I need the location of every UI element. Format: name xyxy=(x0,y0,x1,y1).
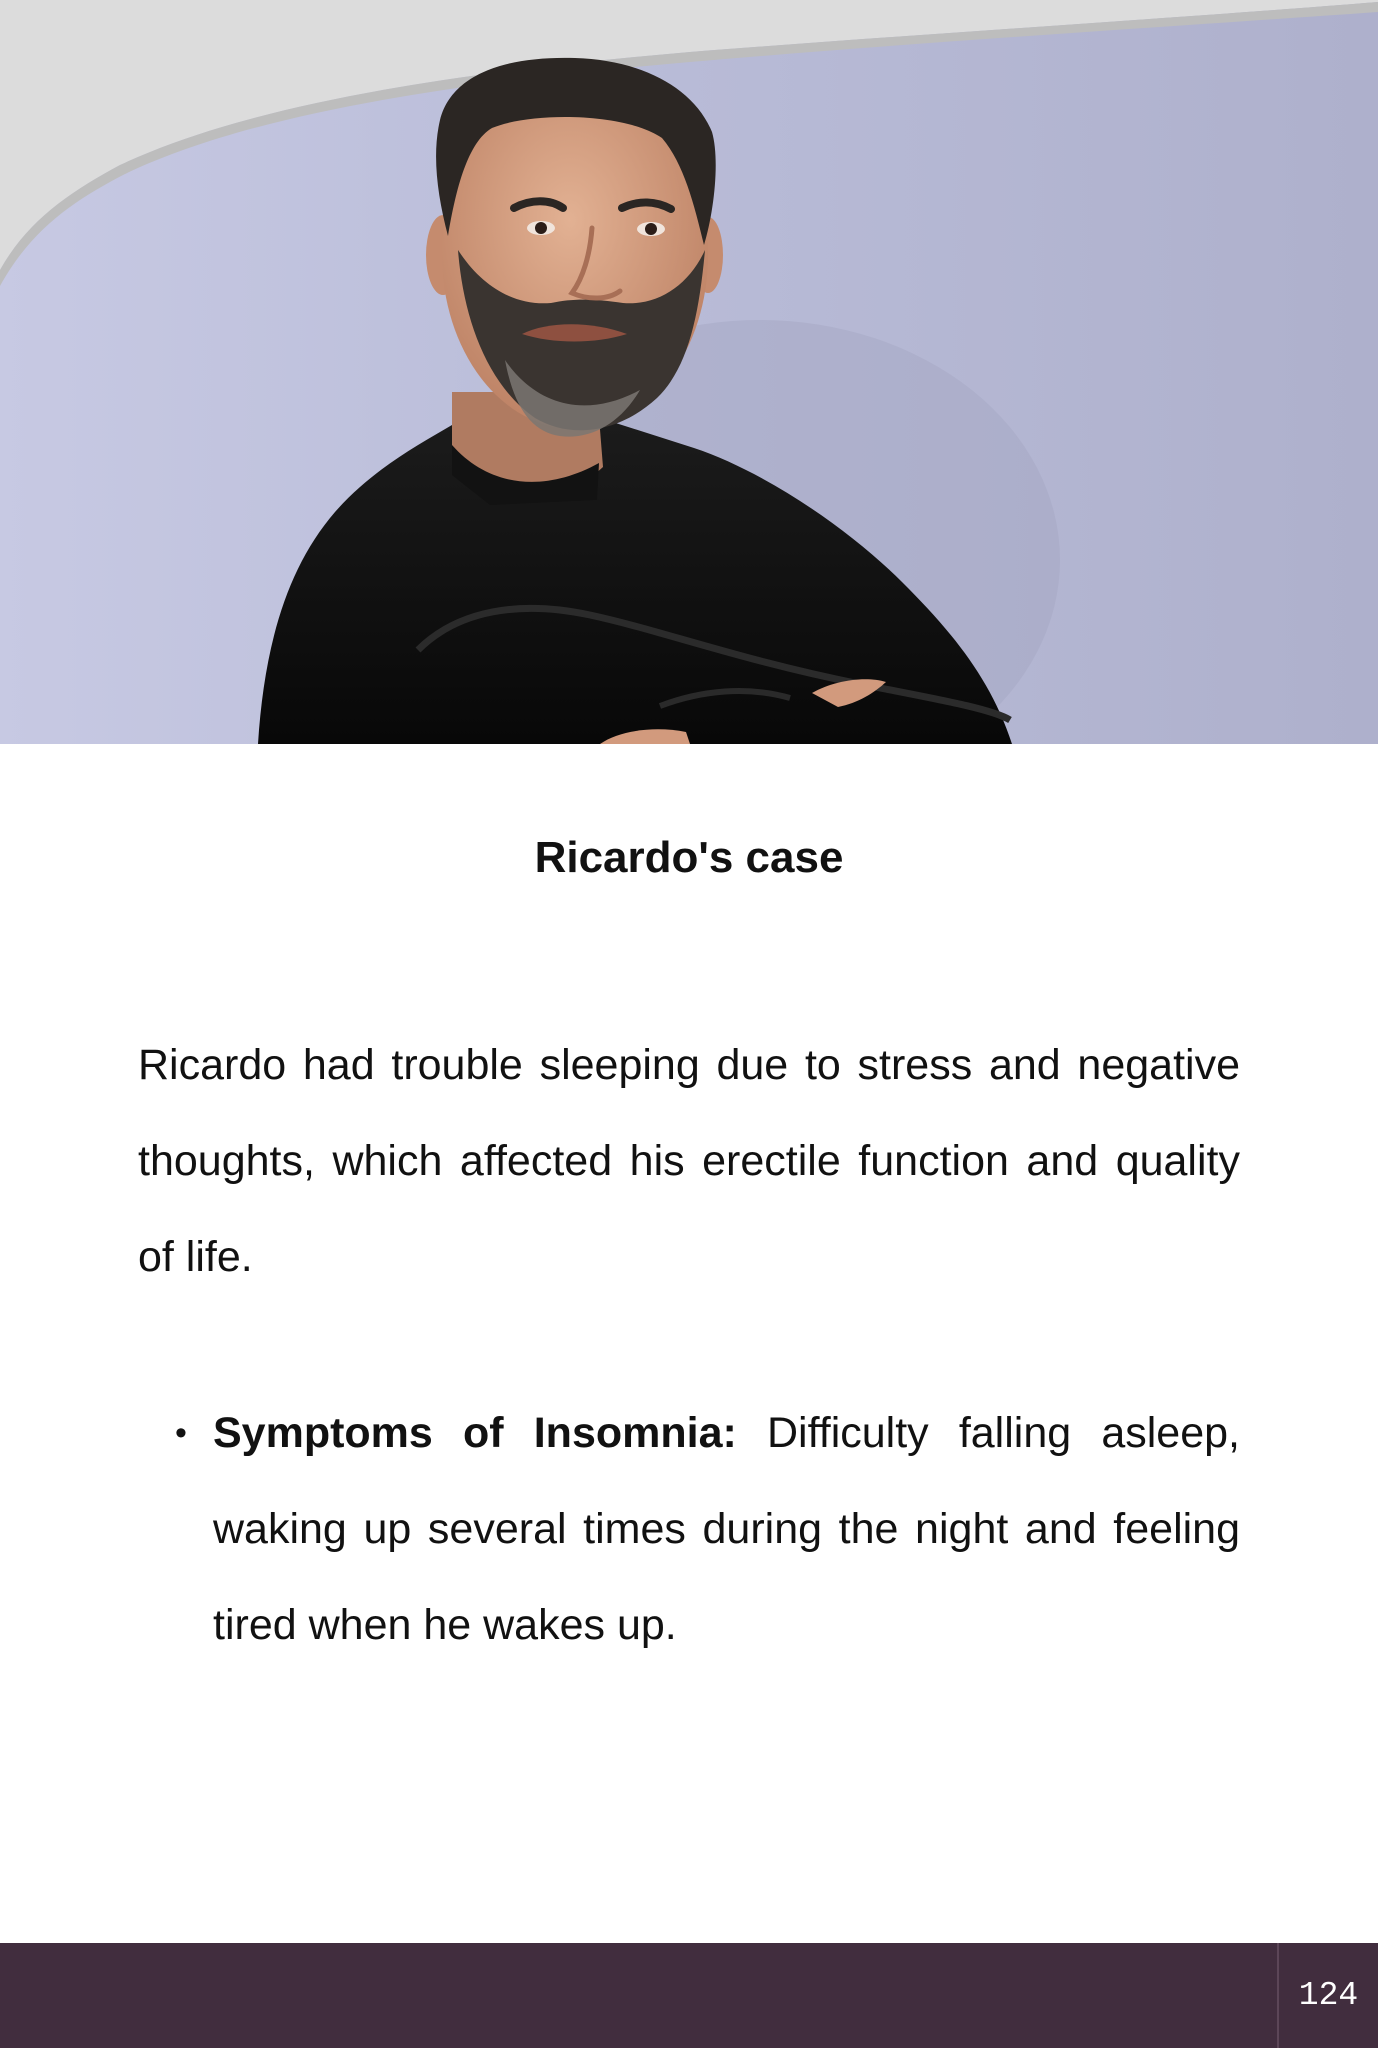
list-item xyxy=(175,1385,1240,1673)
symptom-description: Difficulty falling asleep, waking up several times during the night and feeling tired when he wakes up. xyxy=(213,1409,1240,1649)
page-footer xyxy=(0,1943,1378,2048)
symptom-list xyxy=(175,1385,1240,1673)
case-title: Ricardo's case xyxy=(534,833,844,882)
page-number-box xyxy=(1277,1943,1378,2048)
symptom-term: Symptoms of Insomnia: xyxy=(213,1409,737,1457)
bullet-icon: • xyxy=(175,1414,187,1452)
page-number: 124 xyxy=(1298,1977,1359,2014)
hero-image xyxy=(0,0,1378,744)
case-description: Ricardo had trouble sleeping due to stress and negative thoughts, which affected his erectile function and quality of life. xyxy=(138,1041,1240,1281)
portrait-photo xyxy=(0,0,1378,744)
